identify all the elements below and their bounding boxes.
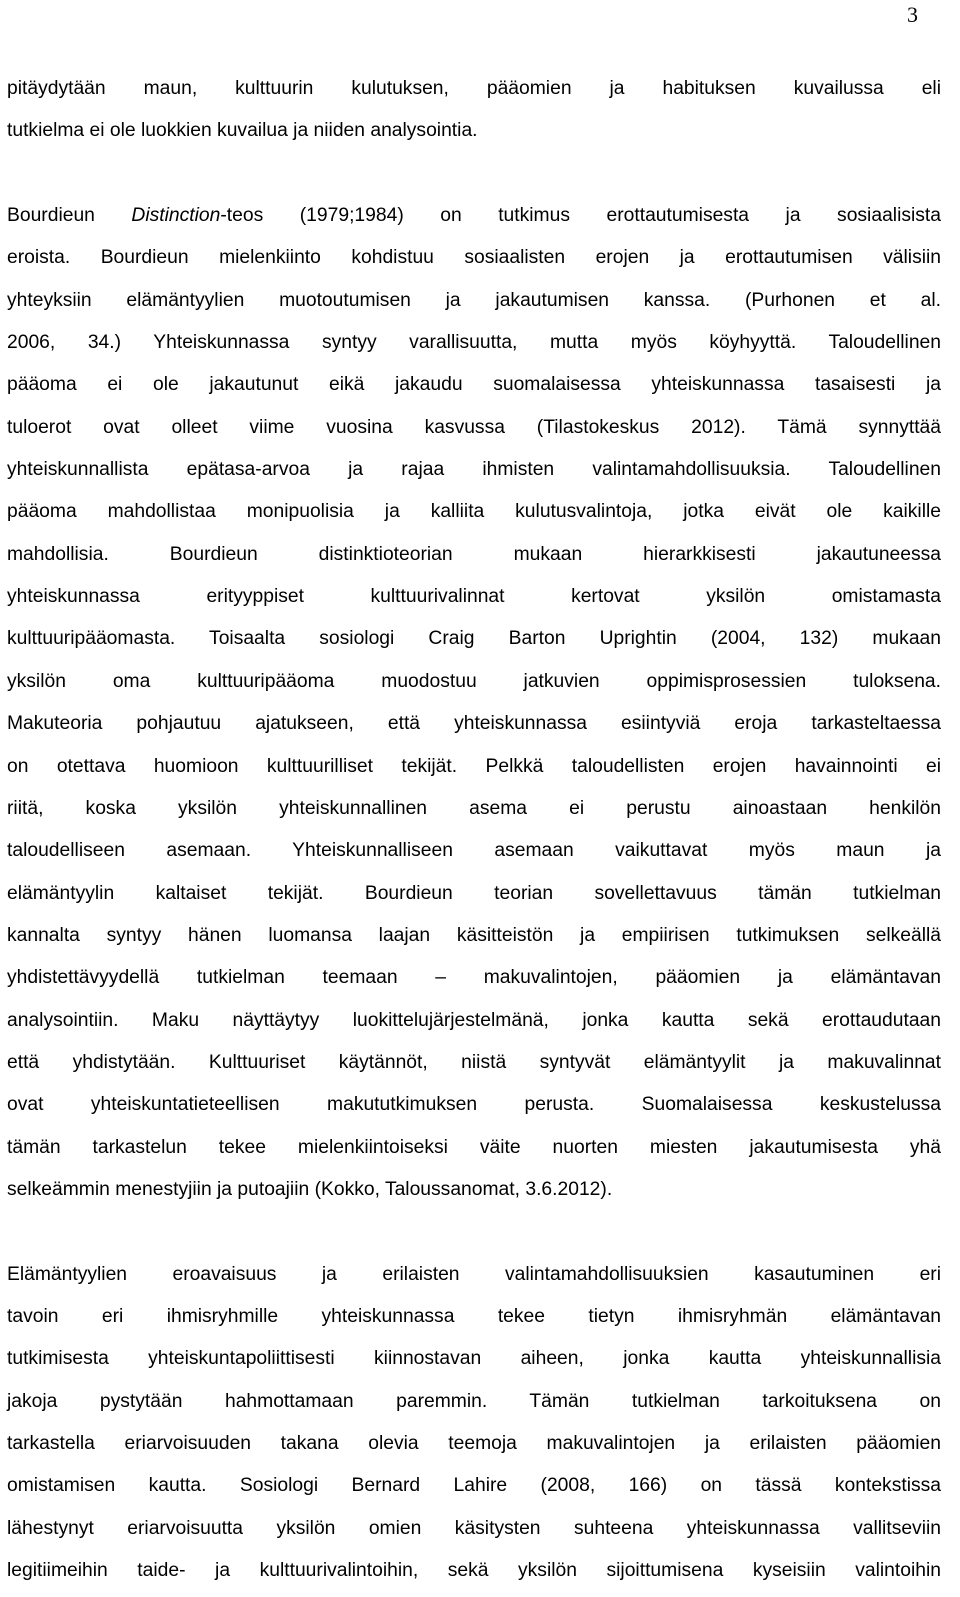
text-line: taloudelliseen asemaan. Yhteiskunnalliseen asemaan vaikuttavat myös maun ja [7,840,941,862]
text-line: analysointiin. Maku näyttäytyy luokittelujärjestelmänä, jonka kautta sekä erottaudutaan [7,1009,941,1031]
paragraph [7,68,941,153]
text-line: selkeämmin menestyjiin ja putoajiin (Kokko, Taloussanomat, 3.6.2012). [7,1178,613,1200]
text-line: kulttuuripääomasta. Toisaalta sosiologi Craig Barton Uprightin (2004, 132) mukaan [7,628,941,650]
text-line: 2006, 34.) Yhteiskunnassa syntyy varallisuutta, mutta myös köyhyyttä. Taloudellinen [7,332,941,354]
text-line: tutkimisesta yhteiskuntapoliittisesti kiinnostavan aiheen, jonka kautta yhteiskunnallisia [7,1348,941,1370]
text-line: Bourdieun Distinction-teos (1979;1984) on tutkimus erottautumisesta ja sosiaalisista [7,205,942,227]
text-line: pitäydytään maun, kulttuurin kulutuksen, pääomien ja habituksen kuvailussa eli [7,78,941,99]
text-line: Makuteoria pohjautuu ajatukseen, että yhteiskunnassa esiintyviä eroja tarkasteltaessa [7,713,941,735]
text-line: jakoja pystytään hahmottamaan paremmin. Tämän tutkielman tarkoituksena on [7,1390,941,1412]
text-line: tämän tarkastelun tekee mielenkiintoiseksi väite nuorten miesten jakautumisesta yhä [7,1136,941,1158]
paragraph [7,195,941,1211]
page-number: 3 [907,2,918,27]
text-line: pääoma mahdollistaa monipuolisia ja kalliita kulutusvalintoja, jotka eivät ole kaikille [7,501,941,523]
book-title: Distinction [131,205,221,227]
text-line: yhdistettävyydellä tutkielman teemaan – makuvalintojen, pääomien ja elämäntavan [7,967,941,989]
text-line: tarkastella eriarvoisuuden takana olevia teemoja makuvalintojen ja erilaisten pääomien [7,1433,941,1454]
text-line: omistamisen kautta. Sosiologi Bernard Lahire (2008, 166) on tässä kontekstissa [7,1475,941,1497]
text-line: eroista. Bourdieun mielenkiinto kohdistuu sosiaalisten erojen ja erottautumisen välisiin [7,247,941,269]
text-line: tutkielma ei ole luokkien kuvailua ja niiden analysointia. [7,120,478,142]
document-body [7,68,941,1592]
text-line: mahdollisia. Bourdieun distinktioteorian mukaan hierarkkisesti jakautuneessa [7,543,941,565]
text-line: yhteiskunnassa erityyppiset kulttuurivalinnat kertovat yksilön omistamasta [7,586,941,608]
paragraph [7,1254,941,1593]
text-line: lähestynyt eriarvoisuutta yksilön omien käsitysten suhteena yhteiskunnassa vallitseviin [7,1517,941,1539]
text-line: Elämäntyylien eroavaisuus ja erilaisten valintamahdollisuuksien kasautuminen eri [7,1263,941,1285]
text-line: pääoma ei ole jakautunut eikä jakaudu suomalaisessa yhteiskunnassa tasaisesti ja [7,374,941,396]
text-line: elämäntyylin kaltaiset tekijät. Bourdieun teorian sovellettavuus tämän tutkielman [7,882,941,904]
text-line: kannalta syntyy hänen luomansa laajan käsitteistön ja empiirisen tutkimuksen selkeällä [7,924,941,946]
text-line: ovat yhteiskuntatieteellisen makututkimuksen perusta. Suomalaisessa keskustelussa [7,1094,941,1116]
text-line: on otettava huomioon kulttuurilliset tekijät. Pelkkä taloudellisten erojen havainnointi ei [7,755,941,777]
text-line: yhteiskunnallista epätasa-arvoa ja rajaa ihmisten valintamahdollisuuksia. Taloudellinen [7,459,941,481]
text-line: yhteyksiin elämäntyylien muotoutumisen ja jakautumisen kanssa. (Purhonen et al. [7,289,941,311]
text-line: että yhdistytään. Kulttuuriset käytännöt, niistä syntyvät elämäntyylit ja makuvalinnat [7,1051,941,1073]
text-line: riitä, koska yksilön yhteiskunnallinen asema ei perustu ainoastaan henkilön [7,797,941,819]
text-line: yksilön oma kulttuuripääoma muodostuu jatkuvien oppimisprosessien tuloksena. [7,670,941,692]
text-line: legitiimeihin taide- ja kulttuurivalintoihin, sekä yksilön sijoittumisena kyseisiin valintoihin [7,1560,941,1582]
text-line: tavoin eri ihmisryhmille yhteiskunnassa tekee tietyn ihmisryhmän elämäntavan [7,1305,941,1327]
text-line: tuloerot ovat olleet viime vuosina kasvussa (Tilastokeskus 2012). Tämä synnyttää [7,416,941,438]
